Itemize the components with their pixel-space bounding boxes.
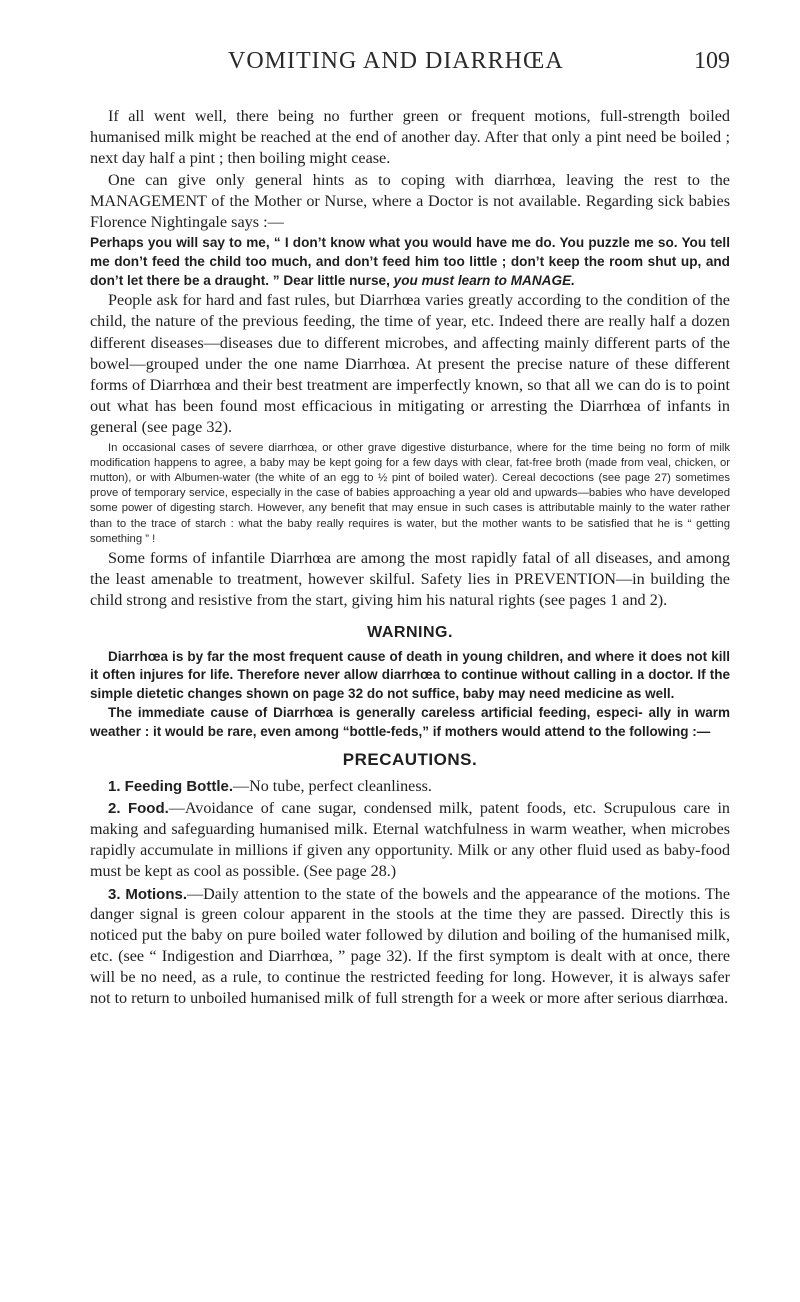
paragraph-general-hints: One can give only general hints as to coping with diarrhœa, leaving the rest to the MANAGEMENT of the Mother or Nurse, where a Doctor is not available. Regarding sick babies Florence Nightingale says :— [90,170,730,232]
precaution-item-food [90,799,730,882]
book-page [90,48,730,1011]
quote-main-text: Perhaps you will say to me, “ I don’t know what you would have me do. You puzzle me so. You tell me don’t feed the child too much, and don’t feed him too little ; don’t keep the room shut up, and don’t let there be a draught. ” Dear little nurse, [90,235,730,289]
small-print-severe-cases: In occasional cases of severe diarrhœa, or other grave digestive disturbance, where for the time being no form of milk modification happens to agree, a baby may be kept going for a few days with clear, fat-free broth (made from veal, chicken, or mutton), or with Albumen-water (the white of an egg to ½ pint of boiled water). Cereal decoctions (see page 27) sometimes prove of temporary service, especially in the case of babies approaching a year old and upwards—babies who have developed some power of digesting starch. However, any benefit that may ensue in such cases is attributable mainly to the water rather than to the trace of starch : what the baby really requires is water, but the mother wants to be satisfied that he is “ getting something ” ! [90,441,730,545]
paragraph-hard-and-fast-rules: People ask for hard and fast rules, but Diarrhœa varies greatly according to the condition of the child, the nature of the previous feeding, the time of year, etc. Indeed there are really half a dozen different diseases—diseases due to different microbes, and affecting mainly different parts of the bowel—grouped under the one name Diarrhœa. At present the precise nature of these different forms of Diarrhœa and their best treatment are imperfectly known, so that all we can do is to point out what has been found most efficacious in mitigating or arresting the Diarrhœa of infants in general (see page 32). [90,291,730,437]
paragraph-prevention: Some forms of infantile Diarrhœa are among the most rapidly fatal of all diseases, and among the least amenable to treatment, however skilful. Safety lies in PREVENTION—in building the child strong and resistive from the start, giving him his natural rights (see pages 1 and 2). [90,549,730,610]
quote-italic-text: you must learn to MANAGE. [393,273,575,289]
warning-heading: WARNING. [367,623,453,641]
precaution-item-motions [90,885,730,1010]
warning-paragraph-1: Diarrhœa is by far the most frequent cause of death in young children, and where it does not kill it often injures for life. Therefore never allow diarrhœa to continue without calling in a doctor. If the simple dietetic changes shown on page 32 do not suffice, baby may need medicine as well. [90,648,730,702]
running-head: VOMITING AND DIARRHŒA [228,48,564,74]
page-number: 109 [694,48,730,74]
precaution-item-feeding-bottle [90,777,730,798]
page-header [90,48,730,92]
precaution-label: 2. Food. [108,800,169,818]
precautions-heading: PRECAUTIONS. [342,749,478,769]
paragraph-boiling: If all went well, there being no further green or frequent motions, full-strength boiled humanised milk might be reached at the end of another day. After that only a pint need be boiled ; next day half a pint ; then boiling might cease. [90,107,730,168]
precaution-text: —Daily attention to the state of the bowels and the appearance of the motions. The danger signal is green colour apparent in the stools at the time they are passed. Directly this is noticed put the baby on pure boiled water followed by dilution and boiling of the humanised milk, etc. (see “ Indigestion and Diarrhœa, ” page 32). If the first symptom is dealt with at once, there will be no need, as a rule, to continue the restricted feeding for long. However, it is always safer not to return to unboiled humanised milk of full strength for a week or more after serious diarrhœa. [90,885,730,1007]
warning-paragraph-2: The immediate cause of Diarrhœa is generally careless artificial feeding, especi- ally in warm weather : it would be rare, even among “bottle-feds,” if mothers would attend to the following :— [90,705,730,739]
precaution-label: 1. Feeding Bottle. [108,777,234,795]
precaution-text: —No tube, perfect cleanliness. [233,777,432,795]
precaution-text: —Avoidance of cane sugar, condensed milk, patent foods, etc. Scrupulous care in making and safeguarding humanised milk. Eternal watchfulness in warm weather, when microbes rapidly accumulate in millions if given any opportunity. Milk or any other fluid used as baby-food must be kept as cool as possible. (See page 28.) [90,800,730,880]
nightingale-quote [90,233,730,290]
precaution-label: 3. Motions. [108,885,187,903]
